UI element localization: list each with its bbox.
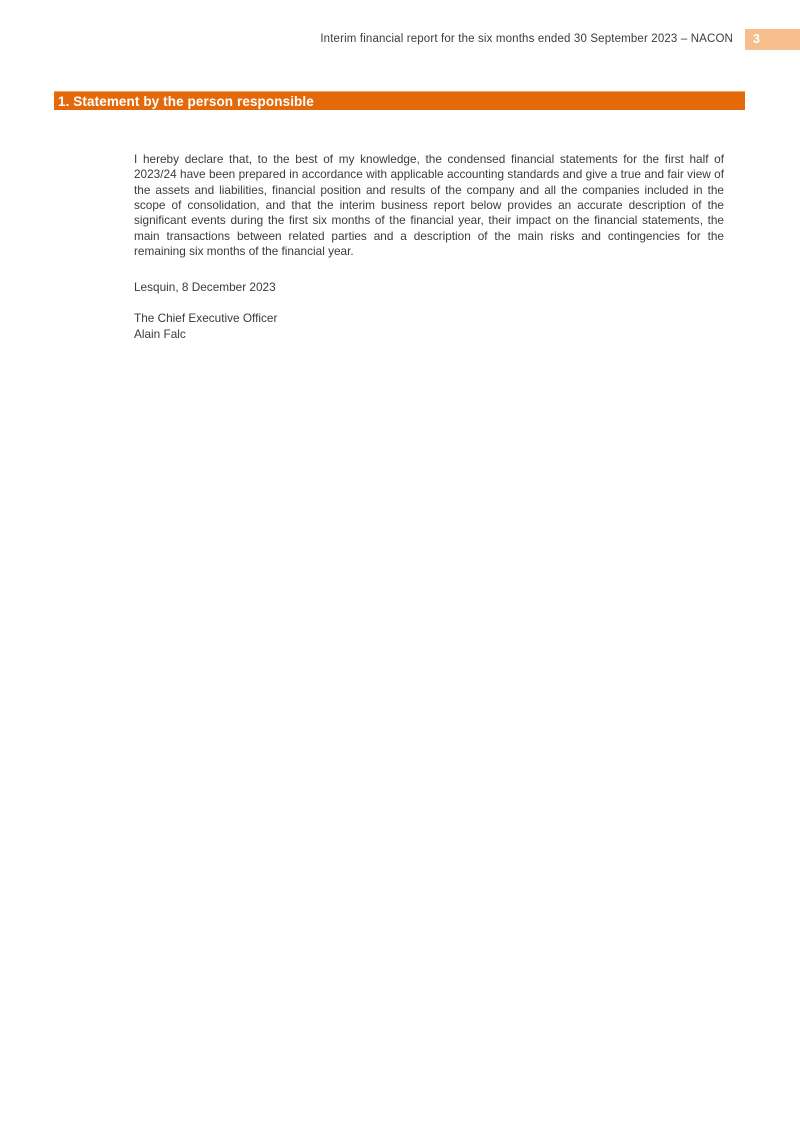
page-number-badge [745, 29, 800, 50]
page-number: 3 [753, 32, 760, 46]
declaration-paragraph: I hereby declare that, to the best of my knowledge, the condensed financial statements for the first half of 2023/24 have been prepared in accordance with applicable accounting standards and give a true and fair view of the assets and liabilities, financial position and results of the company and all the companies included in the scope of consolidation, and that the interim business report below provides an accurate description of the significant events during the first six months of the financial year, their impact on the financial statements, the main transactions between related parties and a description of the main risks and contingencies for the remaining six months of the financial year. [134, 151, 724, 259]
report-running-header [0, 28, 800, 50]
section-heading: 1. Statement by the person responsible [58, 93, 314, 109]
place-date-line: Lesquin, 8 December 2023 [134, 280, 276, 294]
section-heading-bar [54, 91, 745, 110]
signatory-name-line: Alain Falc [134, 327, 186, 341]
header-title: Interim financial report for the six months ended 30 September 2023 – NACON [320, 33, 733, 45]
signatory-title-line: The Chief Executive Officer [134, 311, 278, 325]
